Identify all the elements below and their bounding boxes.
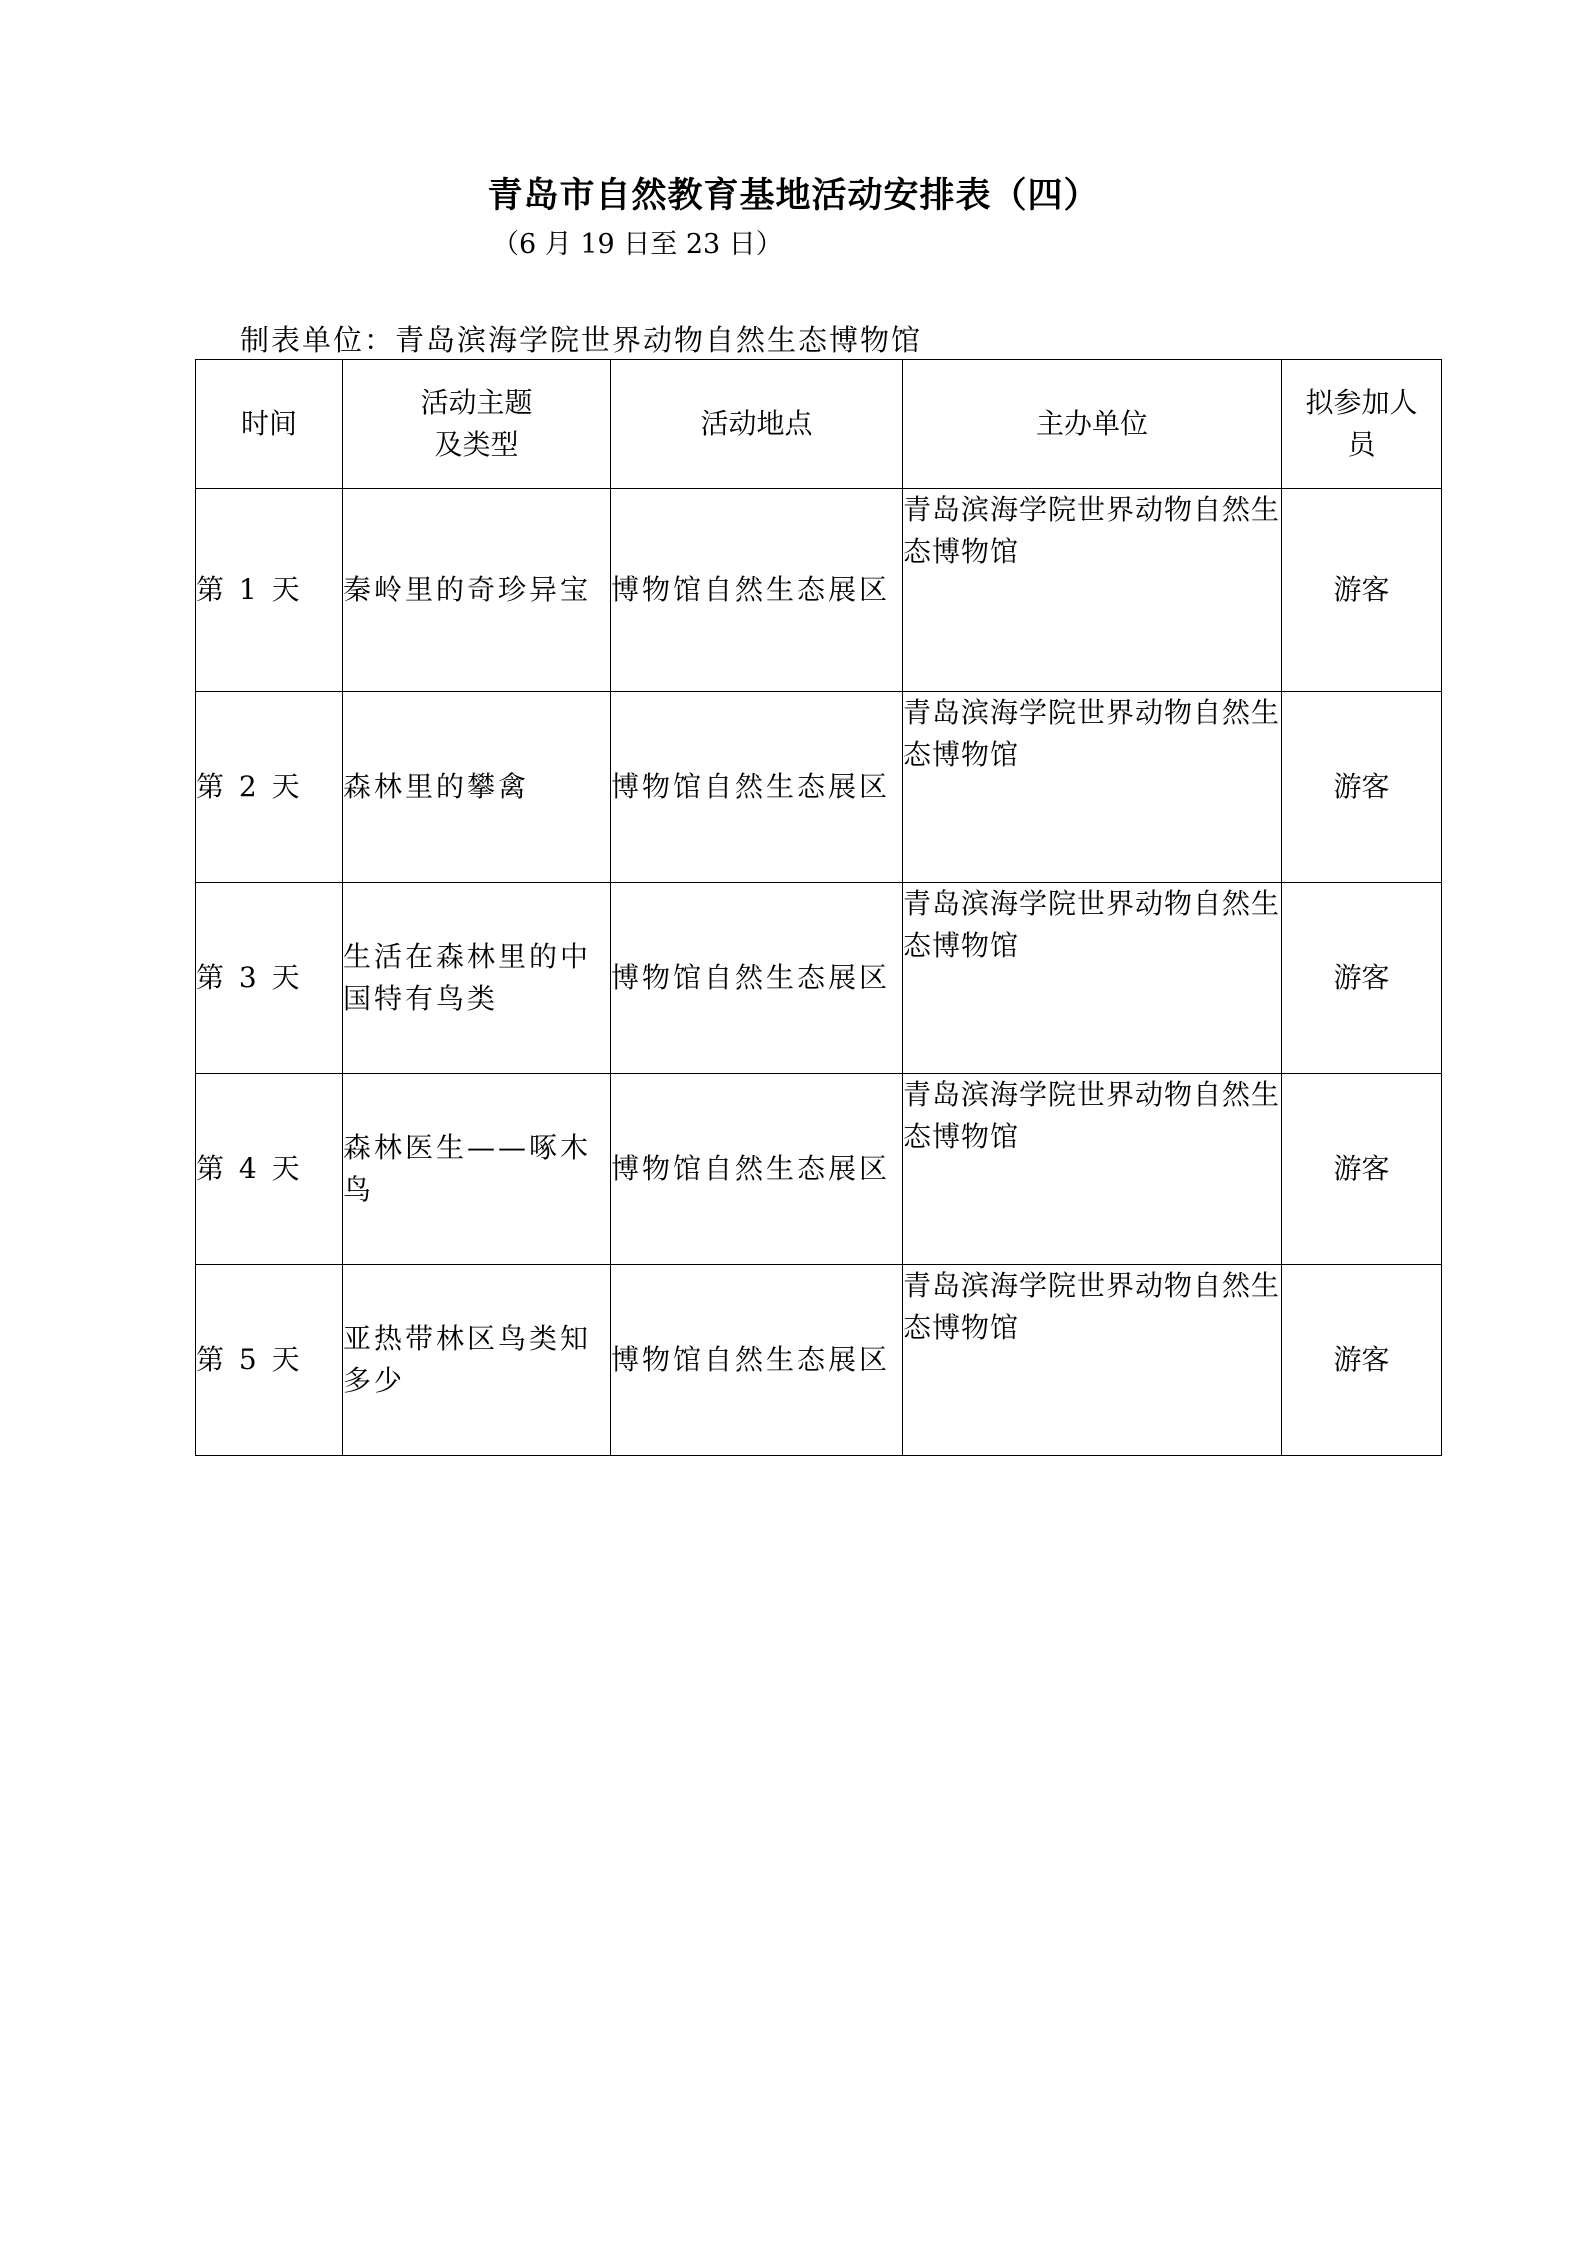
document-subtitle: （6 月 19 日至 23 日） xyxy=(492,229,783,260)
header-time: 时间 xyxy=(196,360,343,489)
theme-cell: 亚热带林区鸟类知多少 xyxy=(343,1265,611,1456)
header-organizer: 主办单位 xyxy=(903,360,1282,489)
table-row xyxy=(196,1074,1442,1265)
day-cell: 第 5 天 xyxy=(196,1265,343,1456)
day-cell: 第 3 天 xyxy=(196,883,343,1074)
participants-cell: 游客 xyxy=(1282,489,1442,692)
header-place: 活动地点 xyxy=(611,360,903,489)
theme-cell: 森林医生——啄木鸟 xyxy=(343,1074,611,1265)
table-header-row xyxy=(196,360,1442,489)
participants-cell: 游客 xyxy=(1282,883,1442,1074)
theme-cell: 生活在森林里的中国特有鸟类 xyxy=(343,883,611,1074)
document-title: 青岛市自然教育基地活动安排表（四） xyxy=(487,176,1100,216)
header-theme: 活动主题 及类型 xyxy=(343,360,611,489)
table-row xyxy=(196,883,1442,1074)
organizer-cell: 青岛滨海学院世界动物自然生态博物馆 xyxy=(903,883,1282,1074)
organizer-cell: 青岛滨海学院世界动物自然生态博物馆 xyxy=(903,692,1282,883)
table-row xyxy=(196,489,1442,692)
table-row xyxy=(196,692,1442,883)
place-cell: 博物馆自然生态展区 xyxy=(611,883,903,1074)
table-row xyxy=(196,1265,1442,1456)
place-cell: 博物馆自然生态展区 xyxy=(611,489,903,692)
day-cell: 第 2 天 xyxy=(196,692,343,883)
theme-cell: 秦岭里的奇珍异宝 xyxy=(343,489,611,692)
participants-cell: 游客 xyxy=(1282,1074,1442,1265)
day-cell: 第 1 天 xyxy=(196,489,343,692)
place-cell: 博物馆自然生态展区 xyxy=(611,1074,903,1265)
place-cell: 博物馆自然生态展区 xyxy=(611,692,903,883)
participants-cell: 游客 xyxy=(1282,692,1442,883)
organizer-cell: 青岛滨海学院世界动物自然生态博物馆 xyxy=(903,1074,1282,1265)
table-maker: 制表单位：青岛滨海学院世界动物自然生态博物馆 xyxy=(240,323,923,357)
participants-cell: 游客 xyxy=(1282,1265,1442,1456)
theme-cell: 森林里的攀禽 xyxy=(343,692,611,883)
day-cell: 第 4 天 xyxy=(196,1074,343,1265)
organizer-cell: 青岛滨海学院世界动物自然生态博物馆 xyxy=(903,1265,1282,1456)
schedule-table xyxy=(195,359,1442,1456)
place-cell: 博物馆自然生态展区 xyxy=(611,1265,903,1456)
organizer-cell: 青岛滨海学院世界动物自然生态博物馆 xyxy=(903,489,1282,692)
header-participants: 拟参加人 员 xyxy=(1282,360,1442,489)
